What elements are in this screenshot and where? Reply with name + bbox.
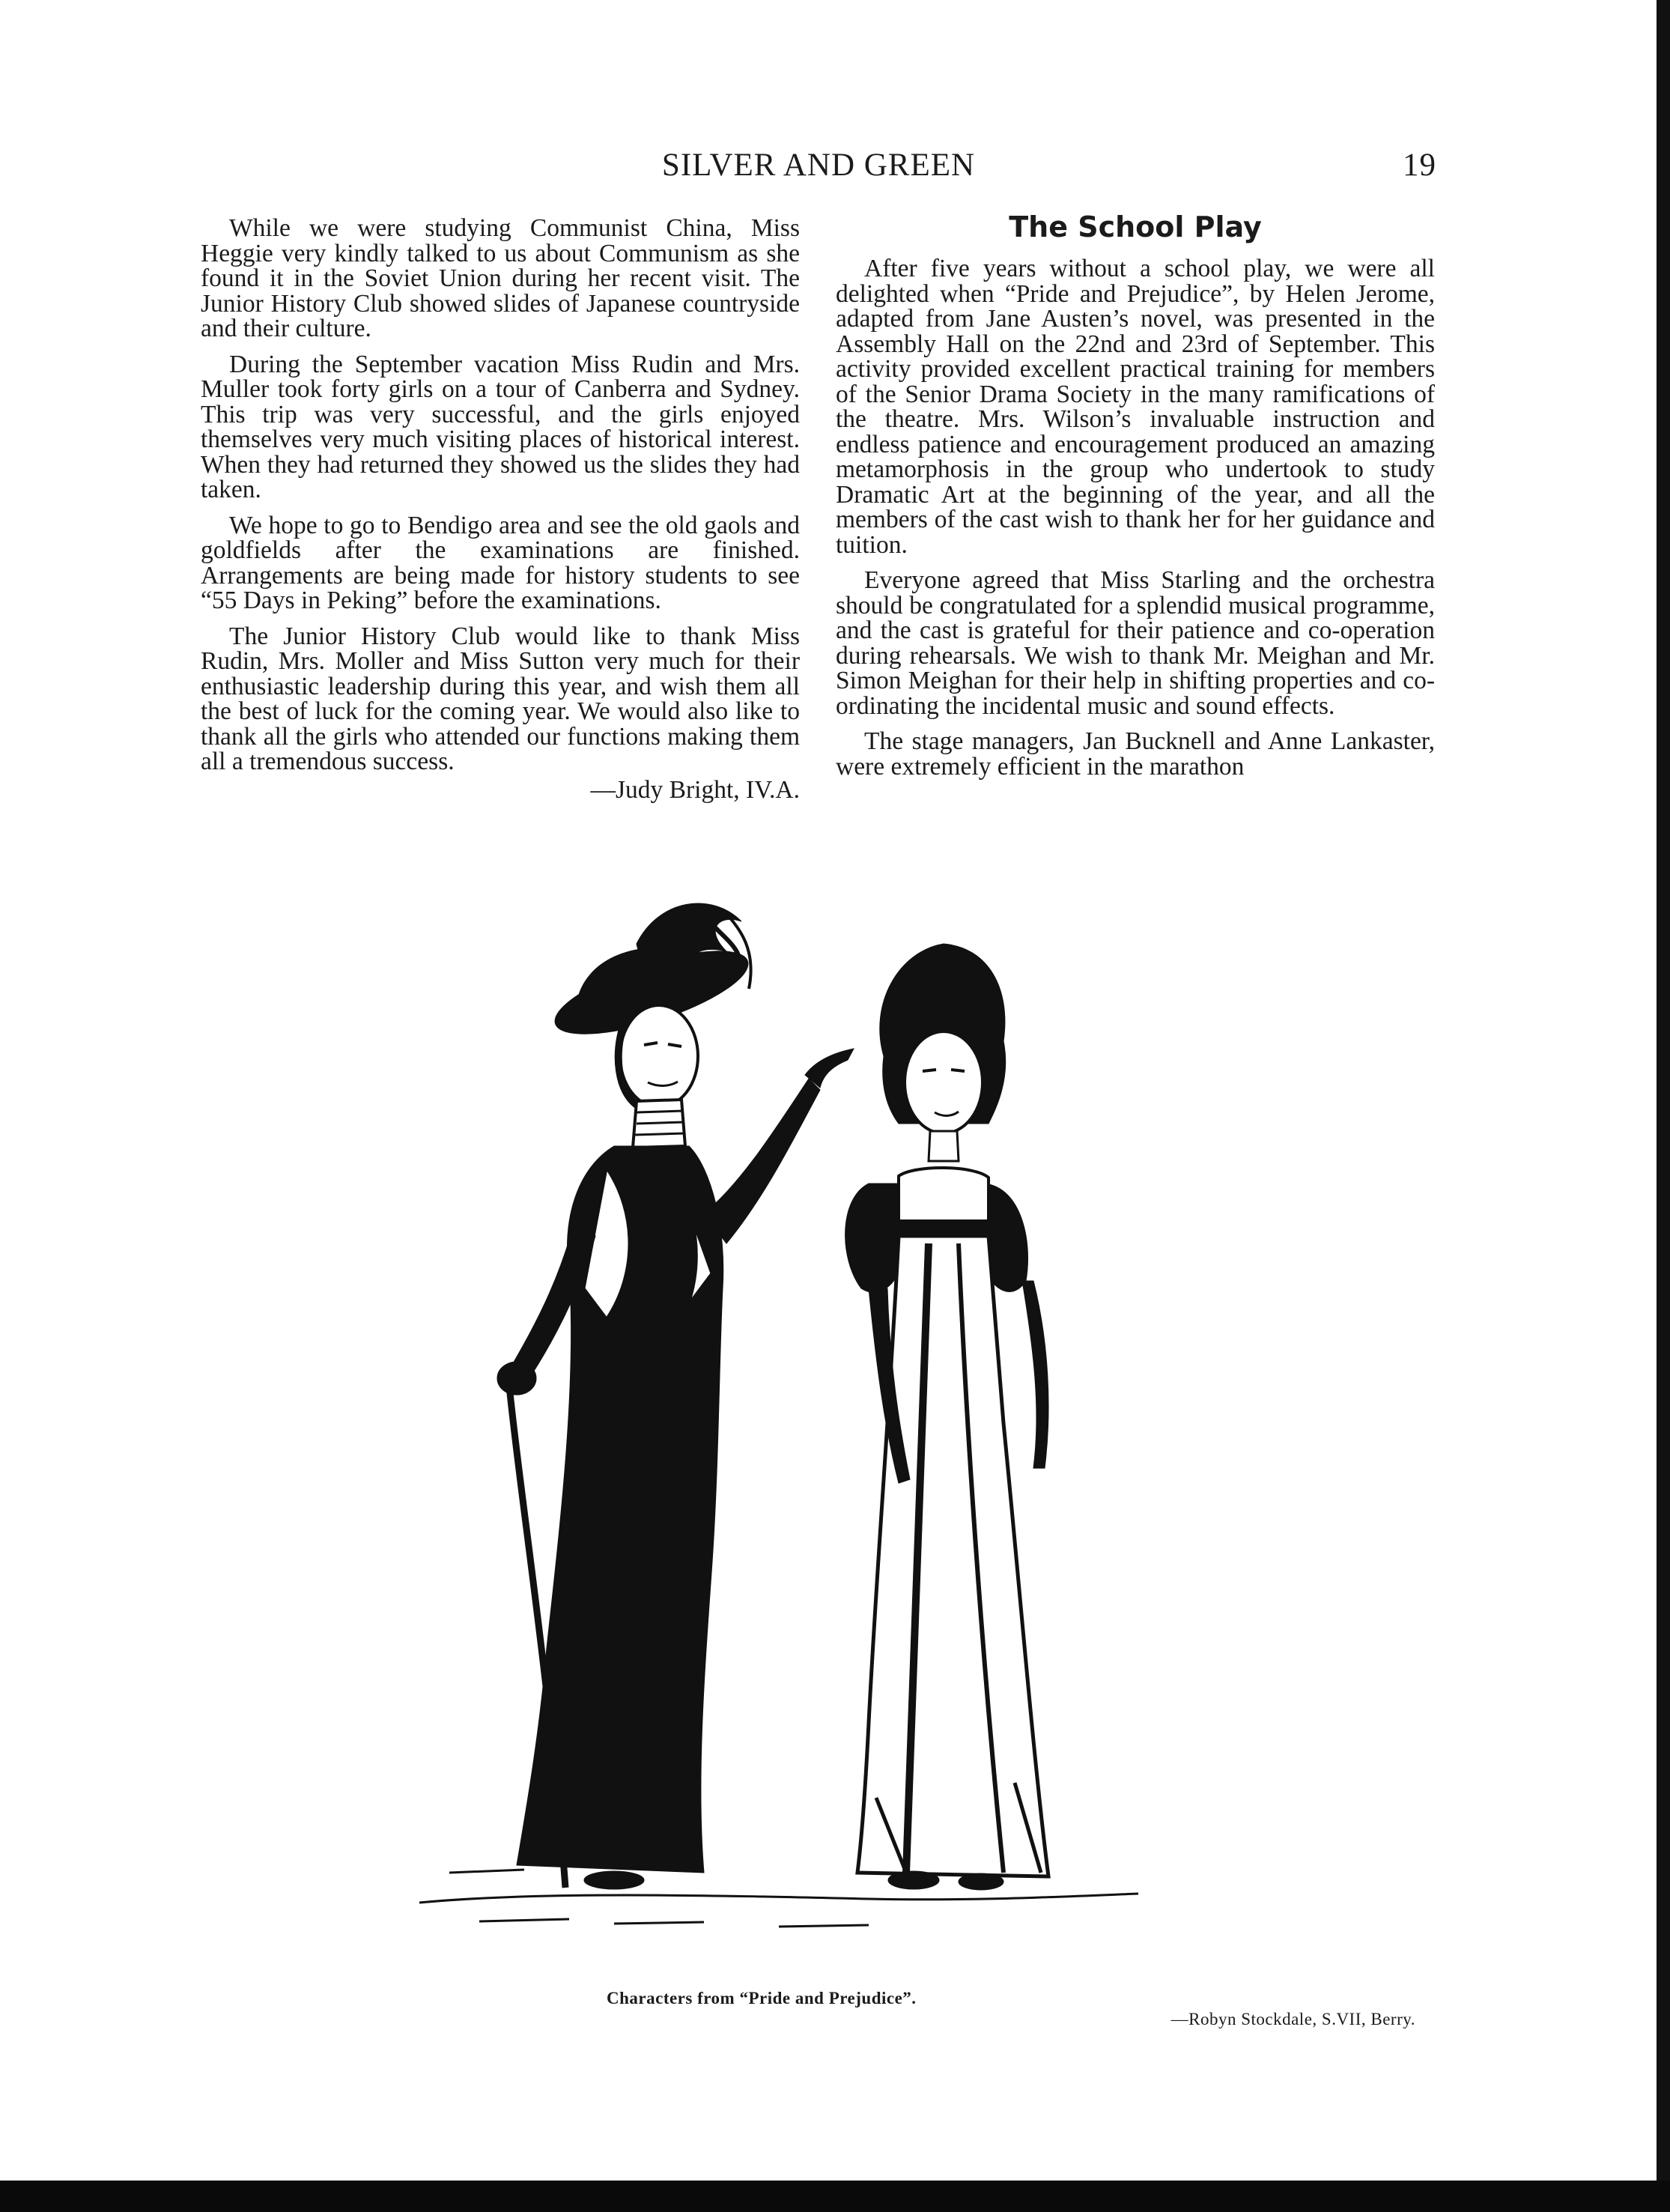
- paragraph: During the September vacation Miss Rudin and Mrs. Muller took forty girls on a tour of Canberra and Sydney. This trip was very successful, and the girls enjoyed themselves very much visiting places of historical interest. When they had returned they showed us the slides they had taken.: [201, 350, 800, 503]
- paragraph: Everyone agreed that Miss Starling and the orchestra should be congratulated for a splendid musical programme, and the cast is grateful for their patience and co-operation during rehearsals. We wish to thank Mr. Meighan and Mr. Simon Meighan for their help in shifting properties and co-ordinating the incidental music and sound effects.: [836, 566, 1435, 720]
- pride-and-prejudice-illustration: [389, 899, 1273, 1963]
- paragraph: The Junior History Club would like to thank Miss Rudin, Mrs. Moller and Miss Sutton very much for their enthusiastic leadership during this year, and wish them all the best of luck for the coming year. We would also like to thank all the girls who attended our functions making them all a tremendous success.: [201, 622, 800, 775]
- section-heading: The School Play: [1009, 210, 1262, 243]
- illustration-caption: Characters from “Pride and Prejudice”.: [607, 1989, 917, 2008]
- paragraph: While we were studying Communist China, Miss Heggie very kindly talked to us about Communism as she found it in the Soviet Union during her recent visit. The Junior History Club showed slides of Japanese countryside and their culture.: [201, 214, 800, 342]
- young-lady-face: [905, 1031, 983, 1133]
- right-column: [836, 210, 1435, 781]
- page-number: 19: [1403, 148, 1436, 183]
- publication-title: SILVER AND GREEN: [661, 148, 976, 183]
- lady-face: [620, 1005, 698, 1107]
- paragraph: The stage managers, Jan Bucknell and Anne Lankaster, were extremely efficient in the marathon: [836, 727, 1435, 781]
- illustration-credit: —Robyn Stockdale, S.VII, Berry.: [1170, 2010, 1415, 2028]
- page-edge: [1657, 0, 1670, 2212]
- left-column: [201, 216, 800, 802]
- paragraph: We hope to go to Bendigo area and see the old gaols and goldfields after the examinations are finished. Arrangements are being made for history students to see “55 Days in Peking” before the examinations.: [201, 511, 800, 614]
- author-signature: —Judy Bright, IV.A.: [590, 775, 800, 804]
- paragraph: After five years without a school play, we were all delighted when “Pride and Prejudice”, by Helen Jerome, adapted from Jane Austen’s novel, was presented in the Assembly Hall on the 22nd and 23rd of September. This activity provided excellent practical training for members of the Senior Drama Society in the many ramifications of the theatre. Mrs. Wilson’s invaluable instruction and endless patience and encouragement produced an amazing metamorphosis in the group who undertook to study Dramatic Art at the beginning of the year, and all the members of the cast wish to thank her for her guidance and tuition.: [836, 255, 1435, 559]
- young-lady-figure: [845, 944, 1048, 1890]
- ground-strokes: [419, 1870, 1138, 1927]
- scan-bottom-bar: [0, 2181, 1670, 2212]
- lady-raised-arm: [704, 1079, 820, 1243]
- lady-with-cane-figure: [497, 903, 854, 1889]
